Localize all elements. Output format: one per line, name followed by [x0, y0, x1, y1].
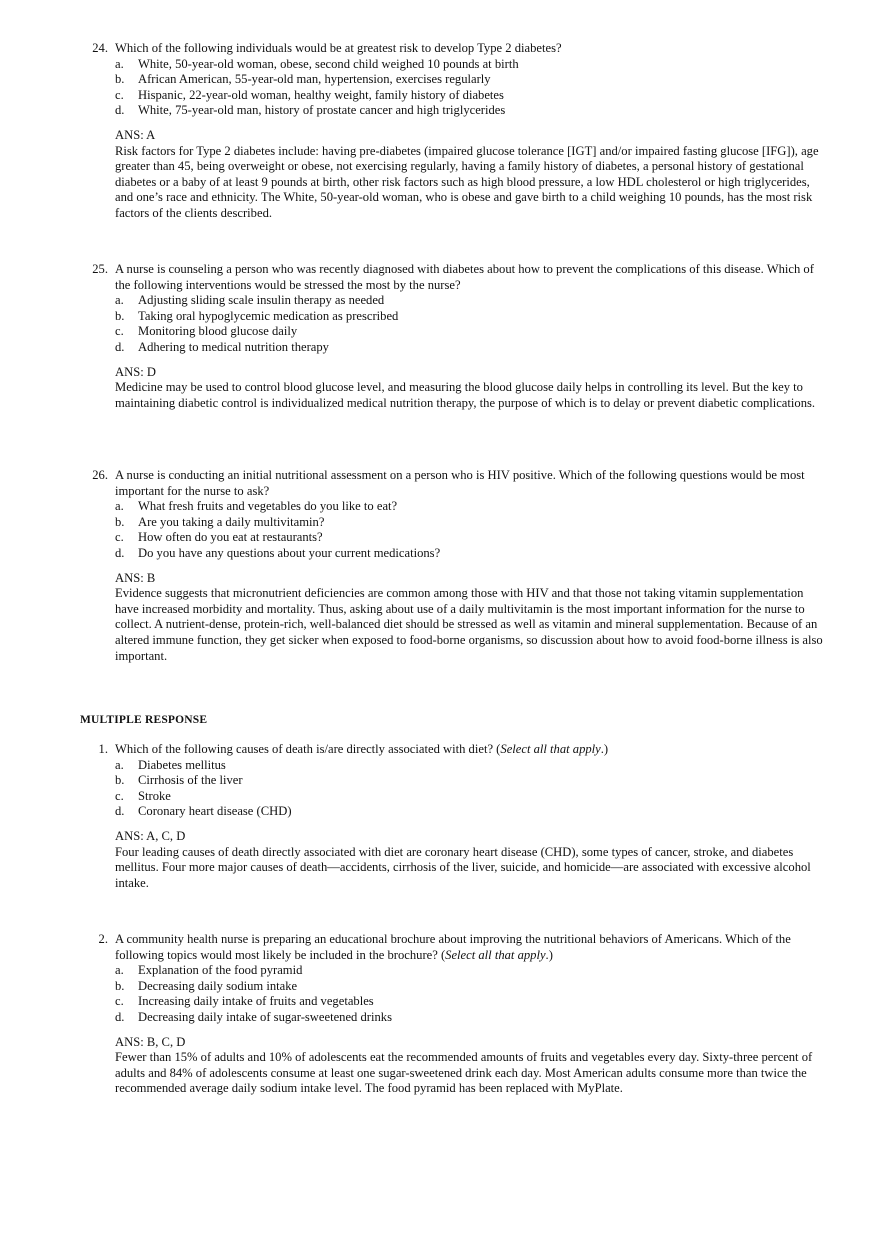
mr-question-2: [86, 932, 826, 1097]
answer-key: ANS: B, C, D: [115, 1034, 186, 1049]
option-a: a. Explanation of the food pyramid: [115, 963, 303, 978]
rationale: Medicine may be used to control blood glucose level, and measuring the blood glucose daily helps in controlling its level. But the key to maintaining diabetic control is individualized medical nutrition therapy, the purpose of which is to delay or prevent diabetic complications.: [115, 380, 816, 410]
answer-key: ANS: D: [115, 364, 156, 379]
option-c: c. Monitoring blood glucose daily: [115, 324, 298, 339]
option-a: a. Diabetes mellitus: [115, 757, 226, 772]
question-stem: [86, 468, 826, 499]
mr-question-1: [86, 742, 826, 891]
question-24: [86, 41, 826, 222]
question-text: A nurse is counseling a person who was recently diagnosed with diabetes about how to prevent the complications of this disease. Which of the following interventions would be stressed the most by the nurse?: [115, 262, 814, 292]
option-b: b. African American, 55-year-old man, hypertension, exercises regularly: [115, 72, 491, 87]
rationale: Risk factors for Type 2 diabetes include: having pre-diabetes (impaired glucose tolerance [IGT] and/or impaired fasting glucose [IFG]), age greater than 45, being overweight or obese, not exercising regularly, having a family history of diabetes, a personal history of gestational diabetes or a baby of at least 9 pounds at birth, other risk factors such as high blood pressure, a low HDL cholesterol or high triglycerides, and one’s race and ethnicity. The White, 50-year-old woman, who is obese and gave birth to a child weighing 10 pounds, has the most risk factors of the clients described.: [115, 143, 819, 220]
option-d: d. Coronary heart disease (CHD): [115, 804, 292, 819]
question-number: 24.: [92, 41, 108, 55]
answer-key: ANS: A, C, D: [115, 828, 186, 843]
option-list: [86, 963, 826, 1025]
option-list: [86, 758, 826, 820]
option-b: b. Are you taking a daily multivitamin?: [115, 514, 325, 529]
option-list: [86, 293, 826, 355]
option-b: b. Decreasing daily sodium intake: [115, 978, 298, 993]
section-title: MULTIPLE RESPONSE: [80, 714, 208, 726]
question-text-end: .): [600, 742, 609, 756]
option-d: d. White, 75-year-old man, history of prostate cancer and high triglycerides: [115, 103, 506, 118]
question-number: 2.: [98, 932, 108, 946]
option-c: c. Stroke: [115, 788, 171, 803]
option-b: b. Cirrhosis of the liver: [115, 773, 243, 788]
question-text: Which of the following individuals would be at greatest risk to develop Type 2 diabetes?: [115, 41, 562, 55]
question-stem: [86, 41, 826, 57]
option-list: [86, 499, 826, 561]
instruction-italic: Select all that apply: [500, 742, 601, 756]
option-c: c. Hispanic, 22-year-old woman, healthy weight, family history of diabetes: [115, 87, 504, 102]
rationale: Evidence suggests that micronutrient deficiencies are common among those with HIV and that those not taking vitamin supplementation have increased morbidity and mortality. Thus, asking about use of a daily multivitamin is the most important information for the nurse to collect. A nutrient-dense, protein-rich, well-balanced diet should be stressed as well as vitamin and mineral supplementation. Because of an altered immune function, they get sicker when exposed to food-borne organisms, so discussion about how to avoid food-borne illness is also important.: [115, 586, 823, 663]
question-26: [86, 468, 826, 664]
question-stem: [86, 262, 826, 293]
question-text: A community health nurse is preparing an educational brochure about improving the nutritional behaviors of Americans. Which of the following topics would most likely be included in the brochure? (: [115, 932, 791, 962]
option-list: [86, 57, 826, 119]
question-number: 1.: [98, 742, 108, 756]
option-a: a. Adjusting sliding scale insulin therapy as needed: [115, 293, 385, 308]
option-b: b. Taking oral hypoglycemic medication as prescribed: [115, 308, 399, 323]
question-number: 25.: [92, 262, 108, 276]
answer-key: ANS: A: [115, 127, 156, 142]
option-c: c. Increasing daily intake of fruits and vegetables: [115, 994, 374, 1009]
question-25: [86, 262, 826, 411]
question-text: A nurse is conducting an initial nutritional assessment on a person who is HIV positive. Which of the following questions would be most important for the nurse to ask?: [115, 468, 805, 498]
option-a: a. White, 50-year-old woman, obese, second child weighed 10 pounds at birth: [115, 56, 519, 71]
question-stem: [86, 742, 826, 758]
answer-key: ANS: B: [115, 570, 156, 585]
option-a: a. What fresh fruits and vegetables do you like to eat?: [115, 499, 398, 514]
question-text-end: .): [545, 947, 553, 962]
rationale: Four leading causes of death directly associated with diet are coronary heart disease (CHD), some types of cancer, stroke, and diabetes mellitus. Four more major causes of death—accidents, cirrhosis of the liver, suicide, and homicide—are associated with excessive alcohol intake.: [115, 844, 811, 890]
option-c: c. How often do you eat at restaurants?: [115, 530, 323, 545]
option-d: d. Do you have any questions about your current medications?: [115, 545, 441, 560]
instruction-italic: Select all that apply: [445, 947, 546, 962]
question-text: Which of the following causes of death is/are directly associated with diet? (: [115, 742, 501, 756]
rationale: Fewer than 15% of adults and 10% of adolescents eat the recommended amounts of fruits and vegetables every day. Sixty-three percent of adults and 84% of adolescents consume at least one sugar-sweetened drink each day. Most American adults consume more than twice the recommended average daily sodium intake level. The food pyramid has been replaced with MyPlate.: [115, 1050, 813, 1096]
question-number: 26.: [92, 468, 108, 482]
option-d: d. Decreasing daily intake of sugar-sweetened drinks: [115, 1009, 392, 1024]
option-d: d. Adhering to medical nutrition therapy: [115, 339, 329, 354]
question-stem: [86, 932, 826, 963]
